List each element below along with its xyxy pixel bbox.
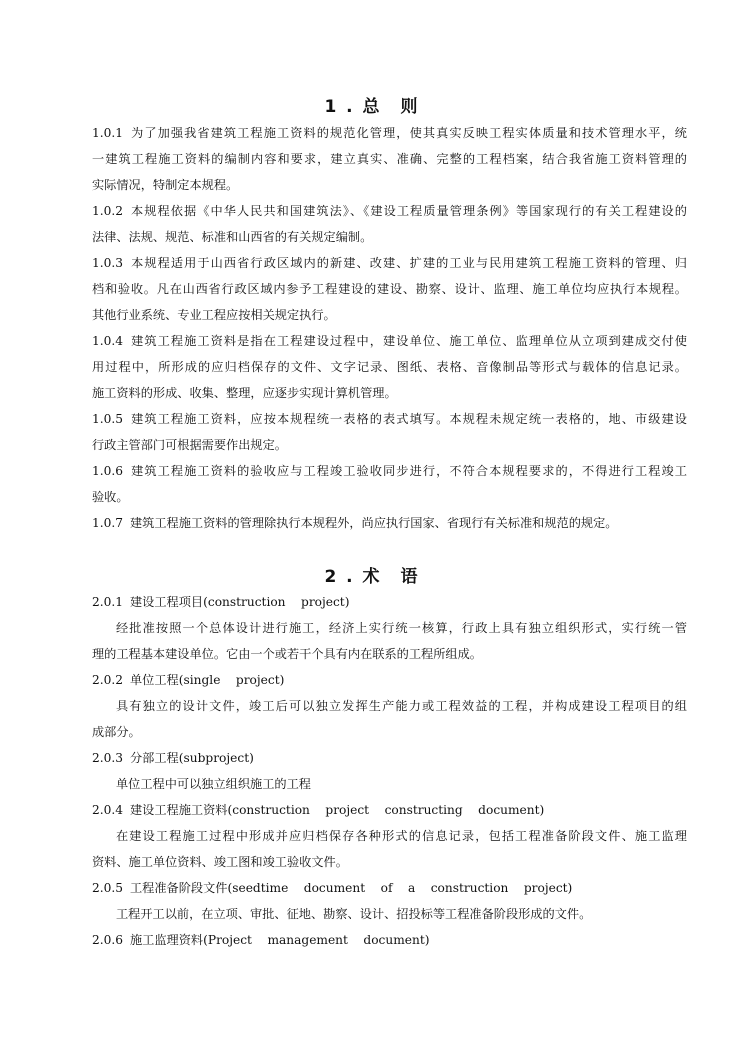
term-title: 单位工程(single project) [130,673,285,687]
term-2-0-1-desc-1: 经批准按照一个总体设计进行施工，经济上实行统一核算，行政上具有独立组织形式，实行统一管 [116,621,687,635]
term-title: 工程准备阶段文件(seedtime document of a construction project) [130,881,573,895]
clause-1-0-5-line-2: 行政主管部门可根据需要作出规定。 [92,438,287,452]
clause-number: 1.0.7 [92,516,124,530]
term-2-0-2-desc-2: 成部分。 [92,725,141,739]
term-2-0-3-desc-1: 单位工程中可以独立组织施工的工程 [116,777,311,791]
term-2-0-1 [92,589,687,615]
term-2-0-4-desc-1: 在建设工程施工过程中形成并应归档保存各种形式的信息记录，包括工程准备阶段文件、施工监理 [116,829,687,843]
clause-1-0-4-line-1: 1.0.4 建筑工程施工资料是指在工程建设过程中，建设单位、施工单位、监理单位从立项到建成交付使 [92,328,687,354]
term-2-0-2-desc-1: 具有独立的设计文件，竣工后可以独立发挥生产能力或工程效益的工程，并构成建设工程项目的组 [116,699,687,713]
term-2-0-4 [92,797,687,823]
clause-1-0-1-line-3: 实际情况，特制定本规程。 [92,178,239,192]
term-2-0-5-desc-1: 工程开工以前，在立项、审批、征地、勘察、设计、招投标等工程准备阶段形成的文件。 [116,907,592,921]
clause-1-0-6-line-1: 1.0.6 建筑工程施工资料的验收应与工程竣工验收同步进行，不符合本规程要求的，不得进行工程竣工 [92,458,687,484]
term-number: 2.0.5 [92,881,124,895]
clause-number: 1.0.1 [92,126,124,140]
clause-1-0-1-line-1: 1.0.1 为了加强我省建筑工程施工资料的规范化管理，使其真实反映工程实体质量和技术管理水平，统 [92,120,687,146]
term-title: 分部工程(subproject) [130,751,254,765]
clause-1-0-4-line-3: 施工资料的形成、收集、整理，应逐步实现计算机管理。 [92,386,397,400]
term-number: 2.0.4 [92,803,124,817]
term-number: 2.0.1 [92,595,124,609]
term-number: 2.0.6 [92,933,124,947]
term-title: 施工监理资料(Project management document) [130,933,430,947]
term-2-0-5 [92,875,687,901]
clause-1-0-1-line-2: 一建筑工程施工资料的编制内容和要求，建立真实、准确、完整的工程档案，结合我省施工资料管理的 [92,152,687,166]
clause-1-0-3-line-1: 1.0.3 本规程适用于山西省行政区域内的新建、改建、扩建的工业与民用建筑工程施工资料的管理、归 [92,250,687,276]
clause-1-0-2-line-2: 法律、法规、规范、标准和山西省的有关规定编制。 [92,230,373,244]
clause-1-0-2-line-1: 1.0.2 本规程依据《中华人民共和国建筑法》、《建设工程质量管理条例》等国家现行的有关工程建设的 [92,198,687,224]
term-2-0-3 [92,745,687,771]
section-heading-general: 1 . 总 则 [324,97,420,117]
terms-list [92,589,687,953]
clause-1-0-3-line-3: 其他行业系统、专业工程应按相关规定执行。 [92,308,336,322]
clause-1-0-5-line-1: 1.0.5 建筑工程施工资料，应按本规程统一表格的表式填写。本规程未规定统一表格的，地、市级建设 [92,406,687,432]
section-heading-terms: 2 . 术 语 [324,567,420,587]
term-2-0-1-desc-2: 理的工程基本建设单位。它由一个或若干个具有内在联系的工程所组成。 [92,647,482,661]
clause-number: 1.0.5 [92,412,124,426]
clause-number: 1.0.4 [92,334,124,348]
term-2-0-6 [92,927,687,953]
term-number: 2.0.2 [92,673,124,687]
term-title: 建设工程项目(construction project) [130,595,350,609]
clause-1-0-3-line-2: 档和验收。凡在山西省行政区域内参予工程建设的建设、勘察、设计、监理、施工单位均应执行本规程。 [92,282,687,296]
term-title: 建设工程施工资料(construction project constructing document) [130,803,545,817]
clause-number: 1.0.2 [92,204,124,218]
clause-1-0-6-line-2: 验收。 [92,490,129,504]
term-2-0-4-desc-2: 资料、施工单位资料、竣工图和竣工验收文件。 [92,855,348,869]
general-clauses [92,120,687,536]
clause-1-0-4-line-2: 用过程中，所形成的应归档保存的文件、文字记录、图纸、表格、音像制品等形式与载体的信息记录。 [92,360,687,374]
term-2-0-2 [92,667,687,693]
clause-number: 1.0.6 [92,464,124,478]
term-number: 2.0.3 [92,751,124,765]
clause-number: 1.0.3 [92,256,124,270]
clause-1-0-7-line-1: 1.0.7 建筑工程施工资料的管理除执行本规程外，尚应执行国家、省现行有关标准和规范的规定。 [92,510,687,536]
